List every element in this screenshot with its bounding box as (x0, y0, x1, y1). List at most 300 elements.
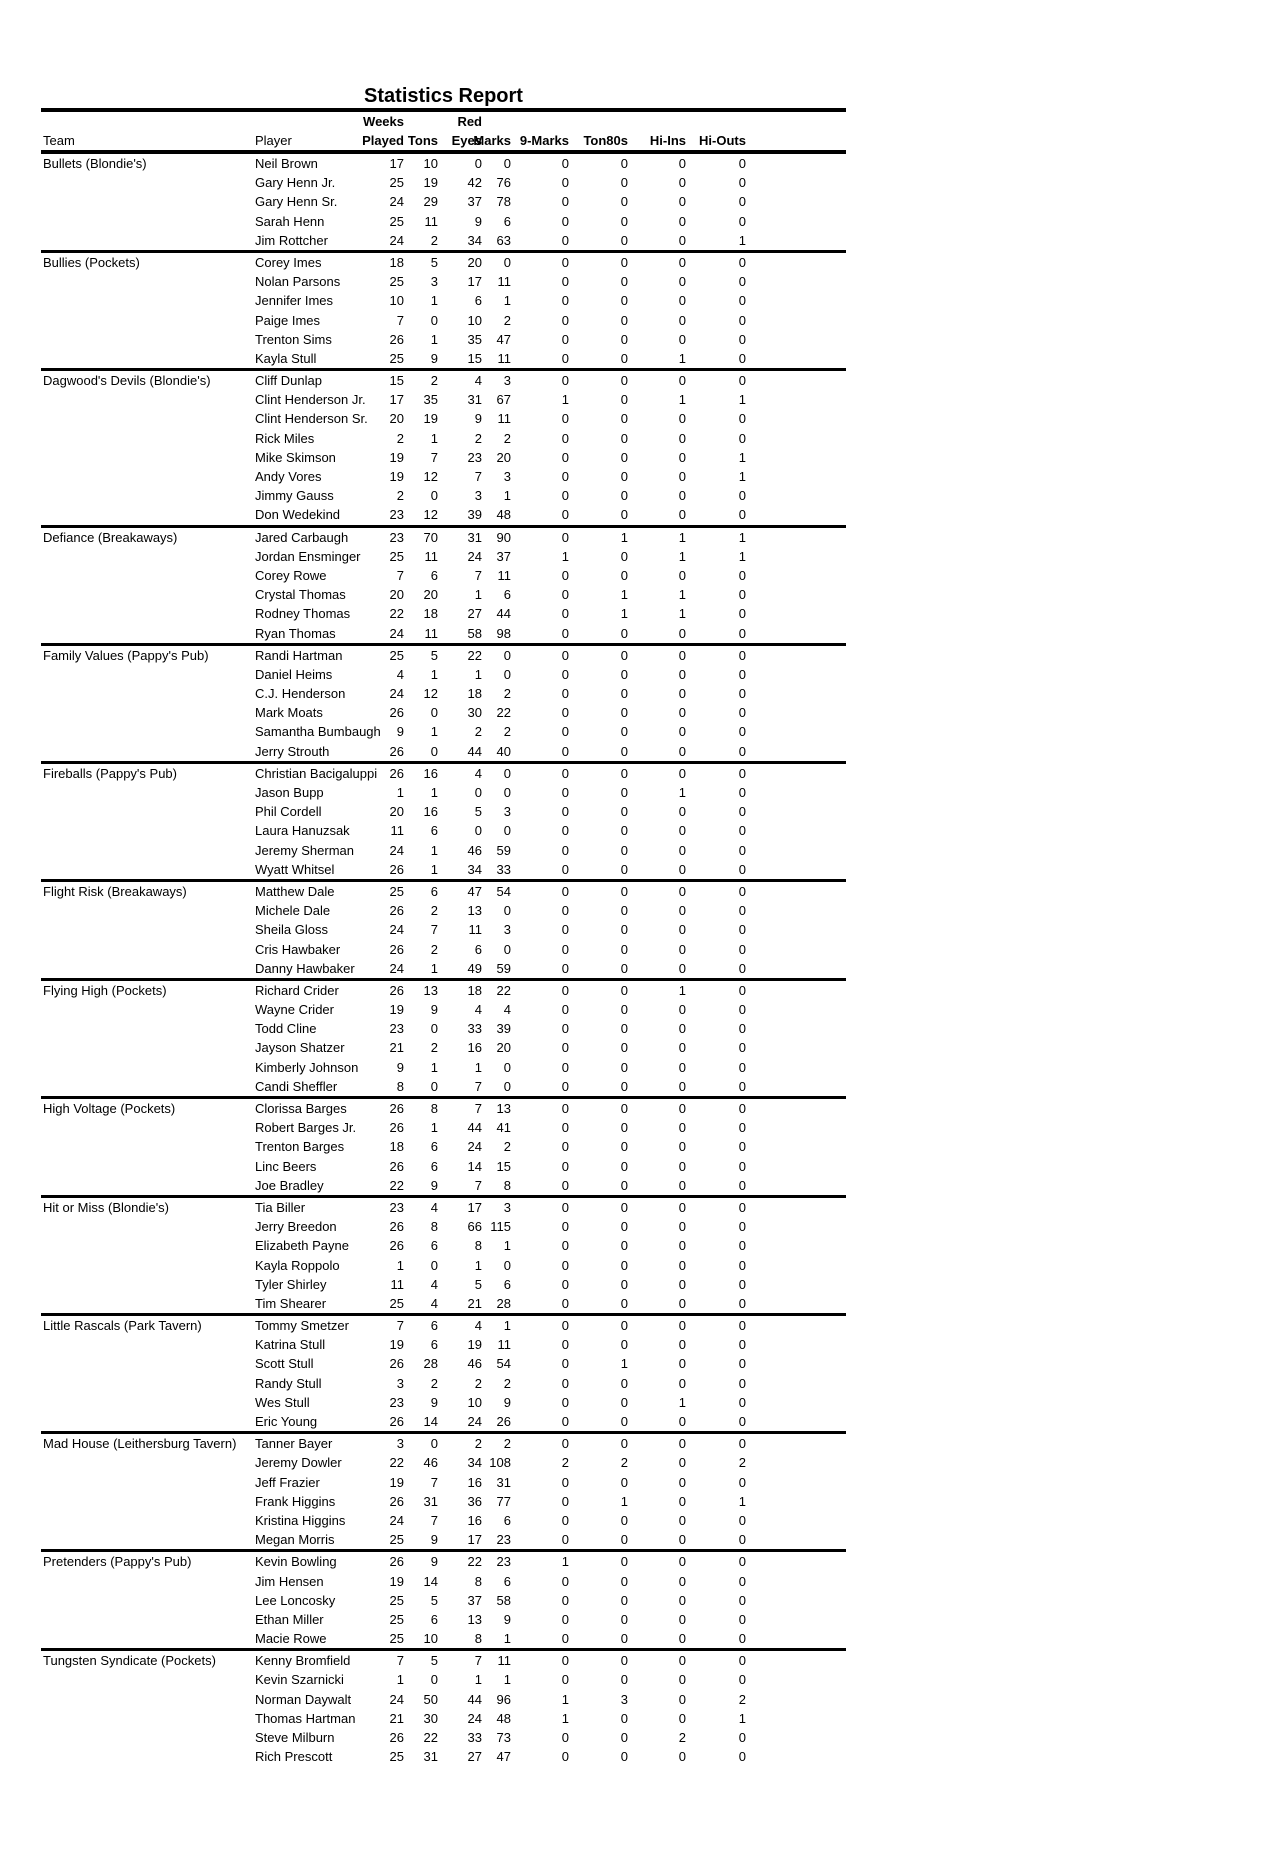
cell-tons: 6 (430, 1139, 438, 1155)
cell-tons: 1 (430, 861, 438, 877)
cell-hi-outs: 0 (738, 785, 746, 800)
cell-tons: 0 (430, 743, 438, 759)
cell-hi-ins: 0 (678, 331, 686, 347)
team-name: High Voltage (Pockets) (43, 1101, 176, 1116)
table-row (41, 624, 846, 643)
header-hi-outs: Hi-Outs (699, 133, 746, 148)
cell-hi-outs: 0 (738, 1554, 746, 1570)
cell-9-marks: 0 (561, 1532, 569, 1548)
cell-tons: 4 (430, 1199, 438, 1215)
cell-hi-ins: 0 (678, 842, 686, 858)
cell-marks: 6 (503, 1573, 511, 1589)
cell-hi-ins: 0 (678, 1375, 686, 1391)
cell-weeks-played: 25 (389, 647, 404, 663)
cell-ton80s: 0 (620, 1436, 628, 1452)
cell-ton80s: 3 (620, 1691, 628, 1707)
cell-marks: 59 (496, 960, 511, 976)
table-row (41, 1335, 846, 1354)
cell-marks: 0 (503, 1257, 511, 1273)
player-name: Jerry Strouth (255, 743, 330, 759)
team-group (41, 882, 846, 981)
cell-9-marks: 0 (561, 765, 569, 781)
cell-9-marks: 0 (561, 606, 569, 622)
cell-hi-ins: 0 (678, 293, 686, 309)
cell-9-marks: 0 (561, 1749, 569, 1765)
cell-hi-ins: 0 (678, 1573, 686, 1589)
cell-9-marks: 0 (561, 982, 569, 998)
cell-9-marks: 0 (561, 469, 569, 484)
cell-ton80s: 0 (620, 982, 628, 998)
cell-hi-outs: 0 (738, 666, 746, 682)
team-group (41, 253, 846, 371)
cell-weeks-played: 26 (389, 743, 404, 759)
table-row (41, 1747, 846, 1766)
cell-hi-outs: 0 (738, 587, 746, 603)
cell-hi-ins: 0 (678, 823, 686, 839)
cell-marks: 0 (503, 1059, 511, 1075)
cell-9-marks: 0 (561, 1257, 569, 1273)
player-name: Jayson Shatzer (255, 1040, 345, 1056)
cell-9-marks: 0 (561, 960, 569, 976)
cell-9-marks: 0 (561, 430, 569, 446)
cell-9-marks: 0 (561, 1177, 569, 1193)
table-row (41, 1374, 846, 1393)
cell-9-marks: 0 (561, 1059, 569, 1075)
player-name: Clint Henderson Jr. (255, 392, 366, 408)
cell-hi-outs: 0 (738, 1139, 746, 1155)
team-group (41, 154, 846, 253)
cell-tons: 6 (430, 1318, 438, 1334)
cell-red-eyes: 49 (467, 960, 482, 976)
column-header-row (41, 112, 846, 150)
cell-ton80s: 0 (620, 1573, 628, 1589)
cell-tons: 0 (430, 1672, 438, 1688)
cell-hi-outs: 0 (738, 724, 746, 740)
team-name: Bullies (Pockets) (43, 254, 140, 270)
cell-weeks-played: 25 (389, 1611, 404, 1627)
cell-ton80s: 0 (620, 1177, 628, 1193)
cell-tons: 1 (430, 430, 438, 446)
cell-marks: 41 (496, 1120, 511, 1136)
cell-red-eyes: 20 (467, 254, 482, 270)
cell-red-eyes: 0 (474, 785, 482, 800)
cell-tons: 9 (430, 1532, 438, 1548)
cell-tons: 0 (430, 488, 438, 504)
cell-red-eyes: 14 (467, 1158, 482, 1174)
player-name: Gary Henn Jr. (255, 175, 336, 191)
cell-weeks-played: 8 (396, 1078, 404, 1094)
team-group (41, 1651, 846, 1766)
table-row (41, 1256, 846, 1275)
cell-weeks-played: 26 (389, 1414, 404, 1429)
cell-red-eyes: 4 (474, 765, 482, 781)
cell-9-marks: 0 (561, 254, 569, 270)
cell-weeks-played: 25 (389, 1532, 404, 1548)
cell-red-eyes: 27 (467, 1749, 482, 1765)
cell-9-marks: 2 (561, 1455, 569, 1471)
cell-weeks-played: 24 (389, 194, 404, 210)
table-row (41, 1453, 846, 1472)
cell-red-eyes: 1 (474, 1059, 482, 1075)
player-name: Randi Hartman (255, 647, 343, 663)
cell-hi-outs: 0 (738, 1375, 746, 1391)
cell-ton80s: 0 (620, 1532, 628, 1548)
cell-9-marks: 0 (561, 1078, 569, 1094)
cell-weeks-played: 26 (389, 861, 404, 877)
cell-tons: 2 (430, 903, 438, 919)
cell-hi-ins: 0 (678, 941, 686, 957)
cell-hi-ins: 2 (678, 1730, 686, 1745)
cell-weeks-played: 25 (389, 274, 404, 290)
cell-hi-ins: 1 (678, 529, 686, 545)
cell-red-eyes: 6 (474, 941, 482, 957)
table-row (41, 1591, 846, 1610)
player-name: Paige Imes (255, 312, 321, 328)
cell-marks: 20 (496, 1040, 511, 1056)
table-row (41, 390, 846, 409)
cell-weeks-played: 1 (396, 785, 404, 800)
cell-9-marks: 0 (561, 686, 569, 702)
table-row (41, 429, 846, 448)
cell-weeks-played: 26 (389, 1356, 404, 1372)
table-row (41, 1473, 846, 1492)
player-name: Elizabeth Payne (255, 1238, 349, 1254)
cell-red-eyes: 4 (474, 1318, 482, 1334)
cell-marks: 13 (496, 1101, 511, 1116)
cell-weeks-played: 25 (389, 548, 404, 564)
cell-weeks-played: 19 (389, 1474, 404, 1490)
cell-hi-ins: 0 (678, 194, 686, 210)
cell-marks: 8 (503, 1177, 511, 1193)
player-name: Mike Skimson (255, 449, 336, 465)
cell-hi-outs: 0 (738, 274, 746, 290)
cell-red-eyes: 7 (474, 1177, 482, 1193)
cell-weeks-played: 26 (389, 1158, 404, 1174)
cell-tons: 14 (423, 1573, 438, 1589)
cell-marks: 20 (496, 449, 511, 465)
cell-weeks-played: 22 (389, 1177, 404, 1193)
cell-tons: 1 (430, 785, 438, 800)
cell-hi-ins: 0 (678, 1356, 686, 1372)
cell-hi-ins: 0 (678, 1455, 686, 1471)
team-name: Mad House (Leithersburg Tavern) (43, 1436, 237, 1452)
cell-red-eyes: 7 (474, 469, 482, 484)
cell-9-marks: 0 (561, 1120, 569, 1136)
cell-hi-outs: 0 (738, 254, 746, 270)
cell-ton80s: 0 (620, 922, 628, 938)
cell-weeks-played: 23 (389, 1199, 404, 1215)
table-row (41, 409, 846, 428)
cell-9-marks: 0 (561, 823, 569, 839)
cell-tons: 5 (430, 254, 438, 270)
cell-9-marks: 0 (561, 1672, 569, 1688)
cell-ton80s: 0 (620, 1078, 628, 1094)
cell-red-eyes: 44 (467, 743, 482, 759)
cell-9-marks: 0 (561, 1611, 569, 1627)
cell-ton80s: 0 (620, 1710, 628, 1726)
cell-9-marks: 0 (561, 1653, 569, 1669)
cell-9-marks: 0 (561, 567, 569, 583)
cell-marks: 6 (503, 587, 511, 603)
cell-hi-outs: 0 (738, 1474, 746, 1490)
cell-weeks-played: 26 (389, 705, 404, 721)
cell-hi-ins: 0 (678, 1611, 686, 1627)
cell-tons: 11 (424, 213, 438, 229)
cell-tons: 16 (423, 765, 438, 781)
cell-red-eyes: 11 (468, 922, 482, 938)
cell-ton80s: 0 (620, 194, 628, 210)
table-row (41, 154, 846, 173)
cell-9-marks: 0 (561, 373, 569, 389)
cell-ton80s: 0 (620, 1611, 628, 1627)
cell-hi-ins: 1 (678, 587, 686, 603)
cell-ton80s: 0 (620, 1414, 628, 1429)
cell-tons: 46 (423, 1455, 438, 1471)
cell-hi-ins: 0 (678, 274, 686, 290)
cell-hi-outs: 0 (738, 1631, 746, 1647)
cell-ton80s: 0 (620, 1375, 628, 1391)
cell-hi-ins: 0 (678, 861, 686, 877)
player-name: Todd Cline (255, 1021, 317, 1037)
cell-red-eyes: 17 (467, 274, 482, 290)
player-name: Tyler Shirley (255, 1276, 327, 1292)
cell-9-marks: 1 (561, 548, 569, 564)
cell-tons: 9 (430, 1554, 438, 1570)
cell-weeks-played: 26 (389, 903, 404, 919)
cell-ton80s: 1 (620, 529, 628, 545)
cell-hi-outs: 0 (738, 350, 746, 366)
cell-red-eyes: 31 (467, 529, 482, 545)
player-name: Lee Loncosky (255, 1592, 336, 1608)
cell-9-marks: 0 (561, 213, 569, 229)
cell-ton80s: 0 (620, 469, 628, 484)
cell-marks: 31 (496, 1474, 511, 1490)
table-row (41, 1099, 846, 1118)
cell-weeks-played: 24 (389, 686, 404, 702)
player-name: Gary Henn Sr. (255, 194, 338, 210)
table-row (41, 547, 846, 566)
cell-9-marks: 0 (561, 1295, 569, 1311)
cell-marks: 11 (497, 1653, 511, 1669)
player-name: Steve Milburn (255, 1730, 335, 1745)
cell-tons: 1 (430, 293, 438, 309)
cell-hi-ins: 0 (678, 1101, 686, 1116)
cell-ton80s: 0 (620, 1199, 628, 1215)
table-row (41, 764, 846, 783)
cell-9-marks: 0 (561, 232, 569, 248)
cell-9-marks: 0 (561, 1002, 569, 1018)
cell-marks: 47 (496, 1749, 511, 1765)
team-name: Fireballs (Pappy's Pub) (43, 765, 177, 781)
cell-red-eyes: 34 (467, 1455, 482, 1471)
cell-marks: 23 (496, 1532, 511, 1548)
player-name: Wayne Crider (255, 1002, 334, 1018)
cell-9-marks: 0 (561, 724, 569, 740)
cell-hi-ins: 0 (678, 488, 686, 504)
cell-hi-ins: 0 (678, 1554, 686, 1570)
cell-tons: 6 (430, 567, 438, 583)
cell-weeks-played: 24 (389, 1691, 404, 1707)
team-group (41, 528, 846, 646)
cell-red-eyes: 13 (467, 903, 482, 919)
cell-tons: 6 (430, 883, 438, 899)
cell-hi-ins: 0 (678, 960, 686, 976)
cell-ton80s: 0 (620, 1101, 628, 1116)
cell-ton80s: 0 (620, 1295, 628, 1311)
cell-red-eyes: 9 (474, 411, 482, 427)
cell-ton80s: 0 (620, 567, 628, 583)
cell-tons: 6 (430, 1158, 438, 1174)
cell-weeks-played: 19 (389, 1002, 404, 1018)
cell-hi-outs: 0 (738, 1356, 746, 1372)
player-name: Scott Stull (255, 1356, 314, 1372)
cell-tons: 9 (430, 1177, 438, 1193)
player-name: Kenny Bromfield (255, 1653, 351, 1669)
player-name: Christian Bacigaluppi (255, 765, 378, 781)
cell-red-eyes: 31 (467, 392, 482, 408)
player-name: Rich Prescott (255, 1749, 333, 1765)
cell-ton80s: 0 (620, 1257, 628, 1273)
cell-tons: 5 (430, 1653, 438, 1669)
cell-marks: 22 (496, 705, 511, 721)
cell-hi-ins: 0 (678, 507, 686, 523)
cell-ton80s: 0 (620, 449, 628, 465)
cell-hi-ins: 0 (678, 1276, 686, 1292)
cell-weeks-played: 19 (389, 1337, 404, 1353)
player-name: Jason Bupp (255, 785, 324, 800)
cell-red-eyes: 17 (467, 1532, 482, 1548)
cell-hi-ins: 0 (678, 743, 686, 759)
cell-tons: 11 (424, 548, 438, 564)
cell-hi-outs: 0 (738, 1238, 746, 1254)
cell-hi-ins: 1 (678, 982, 686, 998)
cell-weeks-played: 7 (396, 1653, 404, 1669)
cell-ton80s: 0 (620, 1512, 628, 1528)
table-row (41, 371, 846, 390)
cell-hi-outs: 0 (738, 194, 746, 210)
cell-hi-outs: 0 (738, 1573, 746, 1589)
table-row (41, 722, 846, 741)
cell-weeks-played: 20 (389, 804, 404, 820)
cell-tons: 18 (423, 606, 438, 622)
cell-tons: 3 (430, 274, 438, 290)
cell-red-eyes: 35 (467, 331, 482, 347)
cell-red-eyes: 19 (467, 1337, 482, 1353)
table-row (41, 1610, 846, 1629)
cell-hi-ins: 0 (678, 1199, 686, 1215)
team-name: Family Values (Pappy's Pub) (43, 647, 209, 663)
cell-hi-ins: 0 (678, 373, 686, 389)
cell-9-marks: 0 (561, 312, 569, 328)
cell-weeks-played: 17 (389, 392, 404, 408)
cell-hi-ins: 0 (678, 1631, 686, 1647)
cell-hi-outs: 0 (738, 293, 746, 309)
cell-ton80s: 0 (620, 724, 628, 740)
cell-tons: 35 (423, 392, 438, 408)
cell-9-marks: 0 (561, 587, 569, 603)
cell-hi-ins: 0 (678, 1512, 686, 1528)
cell-9-marks: 0 (561, 1512, 569, 1528)
cell-red-eyes: 47 (467, 883, 482, 899)
player-name: Frank Higgins (255, 1493, 336, 1509)
cell-hi-outs: 0 (738, 1611, 746, 1627)
player-name: Robert Barges Jr. (255, 1120, 357, 1136)
cell-tons: 1 (430, 666, 438, 682)
cell-tons: 0 (430, 1078, 438, 1094)
player-name: Laura Hanuzsak (255, 823, 350, 839)
cell-marks: 40 (496, 743, 511, 759)
cell-red-eyes: 24 (467, 548, 482, 564)
cell-hi-outs: 0 (738, 647, 746, 663)
cell-9-marks: 0 (561, 842, 569, 858)
cell-hi-outs: 0 (738, 1078, 746, 1094)
cell-ton80s: 0 (620, 1592, 628, 1608)
cell-marks: 44 (496, 606, 511, 622)
cell-ton80s: 0 (620, 1474, 628, 1490)
cell-tons: 11 (424, 625, 438, 641)
header-9-marks: 9-Marks (519, 133, 569, 148)
cell-weeks-played: 7 (396, 312, 404, 328)
cell-hi-ins: 0 (678, 1257, 686, 1273)
cell-marks: 2 (503, 312, 511, 328)
cell-tons: 4 (430, 1295, 438, 1311)
player-name: Norman Daywalt (255, 1691, 352, 1707)
cell-hi-ins: 0 (678, 724, 686, 740)
table-row (41, 349, 846, 368)
cell-weeks-played: 21 (389, 1710, 404, 1726)
cell-marks: 9 (503, 1611, 511, 1627)
cell-ton80s: 0 (620, 232, 628, 248)
table-row (41, 330, 846, 349)
cell-red-eyes: 9 (474, 213, 482, 229)
cell-tons: 1 (430, 724, 438, 740)
table-row (41, 1294, 846, 1313)
cell-hi-ins: 0 (678, 1493, 686, 1509)
cell-marks: 3 (503, 469, 511, 484)
cell-marks: 59 (496, 842, 511, 858)
cell-weeks-played: 2 (396, 488, 404, 504)
cell-weeks-played: 22 (389, 1455, 404, 1471)
cell-tons: 8 (430, 1101, 438, 1116)
cell-tons: 12 (423, 469, 438, 484)
cell-hi-outs: 0 (738, 1318, 746, 1334)
cell-tons: 1 (430, 331, 438, 347)
table-row (41, 1217, 846, 1236)
cell-hi-outs: 0 (738, 1219, 746, 1235)
table-row (41, 684, 846, 703)
cell-9-marks: 1 (561, 1554, 569, 1570)
cell-hi-ins: 0 (678, 1691, 686, 1707)
header-played-label: Played (362, 133, 404, 148)
cell-ton80s: 0 (620, 312, 628, 328)
cell-9-marks: 0 (561, 1573, 569, 1589)
player-name: Mark Moats (255, 705, 323, 721)
cell-hi-ins: 0 (678, 312, 686, 328)
cell-ton80s: 0 (620, 1139, 628, 1155)
cell-weeks-played: 20 (389, 587, 404, 603)
cell-hi-outs: 0 (738, 960, 746, 976)
cell-hi-outs: 0 (738, 430, 746, 446)
cell-9-marks: 0 (561, 1139, 569, 1155)
cell-hi-outs: 0 (738, 686, 746, 702)
cell-ton80s: 0 (620, 1120, 628, 1136)
cell-tons: 10 (423, 1631, 438, 1647)
cell-weeks-played: 26 (389, 1101, 404, 1116)
cell-weeks-played: 26 (389, 765, 404, 781)
cell-tons: 5 (430, 1592, 438, 1608)
cell-weeks-played: 10 (389, 293, 404, 309)
table-row (41, 272, 846, 291)
